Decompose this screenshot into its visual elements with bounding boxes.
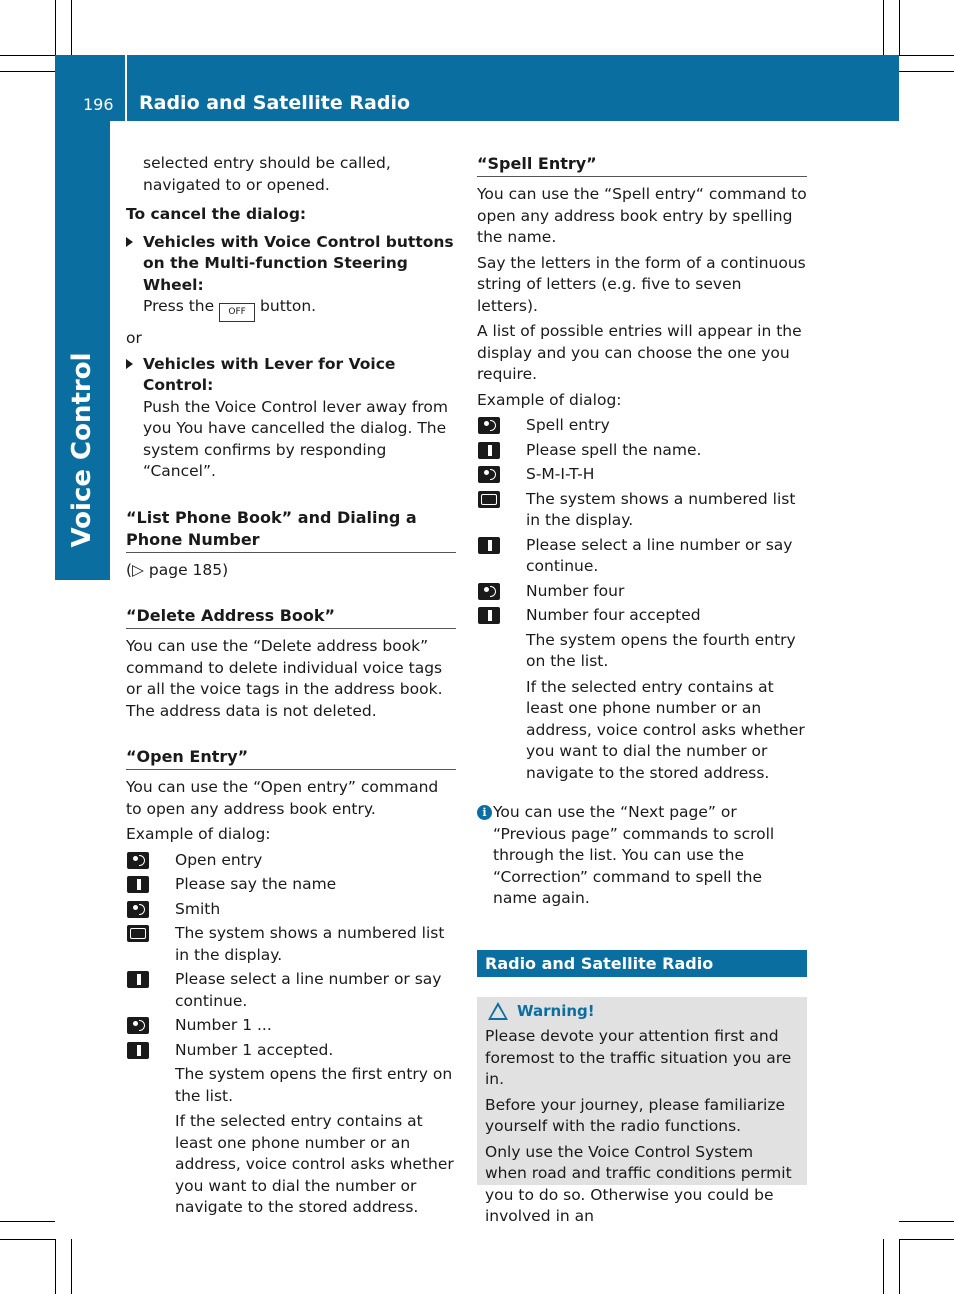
screen-icon bbox=[478, 491, 500, 508]
dialog-line bbox=[477, 415, 807, 437]
crop-mark bbox=[883, 0, 884, 55]
speaker-icon bbox=[478, 442, 500, 459]
item-text-pre: Press the bbox=[143, 297, 215, 315]
section-heading: “Delete Address Book” bbox=[126, 605, 456, 629]
screen-icon bbox=[127, 925, 149, 942]
body-text: You can use the “Open entry” command to open any address book entry. bbox=[126, 778, 439, 818]
voice-off-button-icon: OFF bbox=[219, 303, 255, 322]
speaker-icon bbox=[127, 1042, 149, 1059]
dialog-line bbox=[126, 923, 456, 966]
dialog-text: Smith bbox=[175, 899, 221, 918]
body-text: You can use the “Delete address book” command to delete individual voice tags or all the voice tags in the address book. The address data is not deleted. bbox=[126, 637, 443, 720]
or-text: or bbox=[126, 329, 142, 347]
crop-mark bbox=[71, 0, 72, 55]
dialog-text: Number 1 accepted. bbox=[175, 1040, 334, 1059]
info-note bbox=[477, 802, 807, 910]
dialog-text: Please say the name bbox=[175, 875, 337, 893]
dialog-text: Please spell the name. bbox=[526, 440, 702, 459]
dialog-line bbox=[477, 535, 807, 578]
crop-mark bbox=[0, 55, 55, 56]
section-heading: “Open Entry” bbox=[126, 746, 456, 770]
warning-text: Before your journey, please familiarize yourself with the radio functions. bbox=[485, 1095, 786, 1135]
warning-triangle-icon bbox=[488, 1002, 508, 1020]
dialog-line bbox=[126, 850, 456, 872]
dialog-line bbox=[126, 1040, 456, 1062]
crop-mark bbox=[899, 55, 954, 56]
page-number: 196 bbox=[83, 95, 114, 114]
crop-mark bbox=[883, 1239, 884, 1294]
body-text: A list of possible entries will appear in the display and you can choose the one you require. bbox=[477, 322, 802, 383]
voice-icon bbox=[127, 852, 149, 869]
left-column bbox=[126, 153, 456, 1223]
dialog-line bbox=[126, 1015, 456, 1037]
dialog-result: If the selected entry contains at least one phone number or an address, voice control asks whether you want to dial the number or navigate to the stored address. bbox=[175, 1112, 454, 1216]
dialog-text: The system shows a numbered list in the display. bbox=[175, 924, 445, 964]
section-title-bar: Radio and Satellite Radio bbox=[477, 950, 807, 977]
dialog-list bbox=[477, 415, 807, 784]
item-text-post: button. bbox=[260, 297, 317, 315]
dialog-text: Spell entry bbox=[526, 416, 610, 434]
example-label: Example of dialog: bbox=[126, 825, 271, 843]
chapter-tab-label: Voice Control bbox=[67, 352, 97, 548]
crop-mark bbox=[0, 1221, 55, 1222]
dialog-text: Number four accepted bbox=[526, 606, 701, 624]
voice-icon bbox=[478, 466, 500, 483]
example-label: Example of dialog: bbox=[477, 390, 622, 409]
crop-mark bbox=[899, 1239, 954, 1240]
header-divider bbox=[125, 55, 127, 121]
crop-mark bbox=[71, 1239, 72, 1294]
item-title: Vehicles with Voice Control buttons on the Multi-function Steering Wheel: bbox=[143, 232, 454, 294]
warning-title bbox=[485, 1001, 799, 1023]
arrow-bullet-icon bbox=[126, 237, 133, 247]
arrow-bullet-icon bbox=[126, 359, 133, 369]
dialog-line bbox=[477, 581, 807, 603]
speaker-icon bbox=[127, 971, 149, 988]
warning-text: Please devote your attention first and foremost to the traffic situation you are in. bbox=[485, 1027, 792, 1088]
dialog-text: The system shows a numbered list in the display. bbox=[526, 489, 796, 529]
crop-mark bbox=[899, 1239, 900, 1294]
section-heading: “Spell Entry” bbox=[477, 153, 807, 177]
dialog-line bbox=[126, 874, 456, 896]
list-item bbox=[126, 354, 456, 483]
crop-mark bbox=[899, 1221, 954, 1222]
right-column bbox=[477, 153, 807, 1225]
dialog-line bbox=[477, 464, 807, 486]
dialog-text: Number four bbox=[526, 581, 625, 600]
dialog-text: S-M-I-T-H bbox=[526, 465, 595, 483]
crop-mark bbox=[899, 71, 954, 72]
dialog-line bbox=[126, 969, 456, 1012]
cancel-heading: To cancel the dialog: bbox=[126, 205, 307, 223]
header-title: Radio and Satellite Radio bbox=[139, 92, 411, 114]
speaker-icon bbox=[478, 607, 500, 624]
info-icon: i bbox=[477, 805, 492, 820]
warning-box bbox=[477, 997, 807, 1225]
page-reference[interactable]: (▷ page 185) bbox=[126, 560, 229, 579]
info-note-text: You can use the “Next page” or “Previous page” commands to scroll through the list. You can use the “Correction” command to spell the name again. bbox=[493, 803, 775, 907]
dialog-result: The system opens the first entry on the list. bbox=[175, 1065, 453, 1105]
dialog-line bbox=[477, 440, 807, 462]
crop-mark bbox=[55, 1239, 56, 1294]
voice-icon bbox=[478, 417, 500, 434]
crop-mark bbox=[0, 1239, 55, 1240]
dialog-result: If the selected entry contains at least one phone number or an address, voice control asks whether you want to dial the number or navigate to the stored address. bbox=[526, 677, 805, 782]
item-title: Vehicles with Lever for Voice Control: bbox=[143, 354, 396, 394]
dialog-list bbox=[126, 850, 456, 1219]
warning-title-text: Warning! bbox=[517, 1001, 595, 1020]
intro-text: selected entry should be called, navigated to or opened. bbox=[143, 154, 391, 194]
dialog-text: Please select a line number or say continue. bbox=[526, 535, 793, 575]
speaker-icon bbox=[478, 537, 500, 554]
dialog-result: The system opens the fourth entry on the list. bbox=[526, 630, 796, 670]
list-item bbox=[126, 232, 456, 323]
section-heading: “List Phone Book” and Dialing a Phone Number bbox=[126, 507, 456, 553]
crop-mark bbox=[899, 0, 900, 55]
dialog-text: Open entry bbox=[175, 850, 263, 869]
voice-icon bbox=[127, 1017, 149, 1034]
warning-text: Only use the Voice Control System when road and traffic conditions permit you to do so. Otherwise you could be involved in an bbox=[485, 1142, 792, 1225]
item-text bbox=[143, 296, 456, 322]
voice-icon bbox=[478, 583, 500, 600]
dialog-line bbox=[126, 899, 456, 921]
body-text: You can use the “Spell entry“ command to open any address book entry by spelling the name. bbox=[477, 185, 807, 246]
body-text: Say the letters in the form of a continuous string of letters (e.g. five to seven letters). bbox=[477, 253, 806, 315]
dialog-text: Number 1 ... bbox=[175, 1016, 272, 1034]
crop-mark bbox=[0, 71, 55, 72]
crop-mark bbox=[55, 0, 56, 55]
voice-icon bbox=[127, 901, 149, 918]
item-text: Push the Voice Control lever away from you You have cancelled the dialog. The system confirms by responding “Cancel”. bbox=[143, 397, 448, 480]
dialog-line bbox=[477, 605, 807, 627]
dialog-text: Please select a line number or say continue. bbox=[175, 970, 442, 1010]
page-header bbox=[55, 55, 899, 121]
speaker-icon bbox=[127, 876, 149, 893]
dialog-line bbox=[477, 489, 807, 532]
